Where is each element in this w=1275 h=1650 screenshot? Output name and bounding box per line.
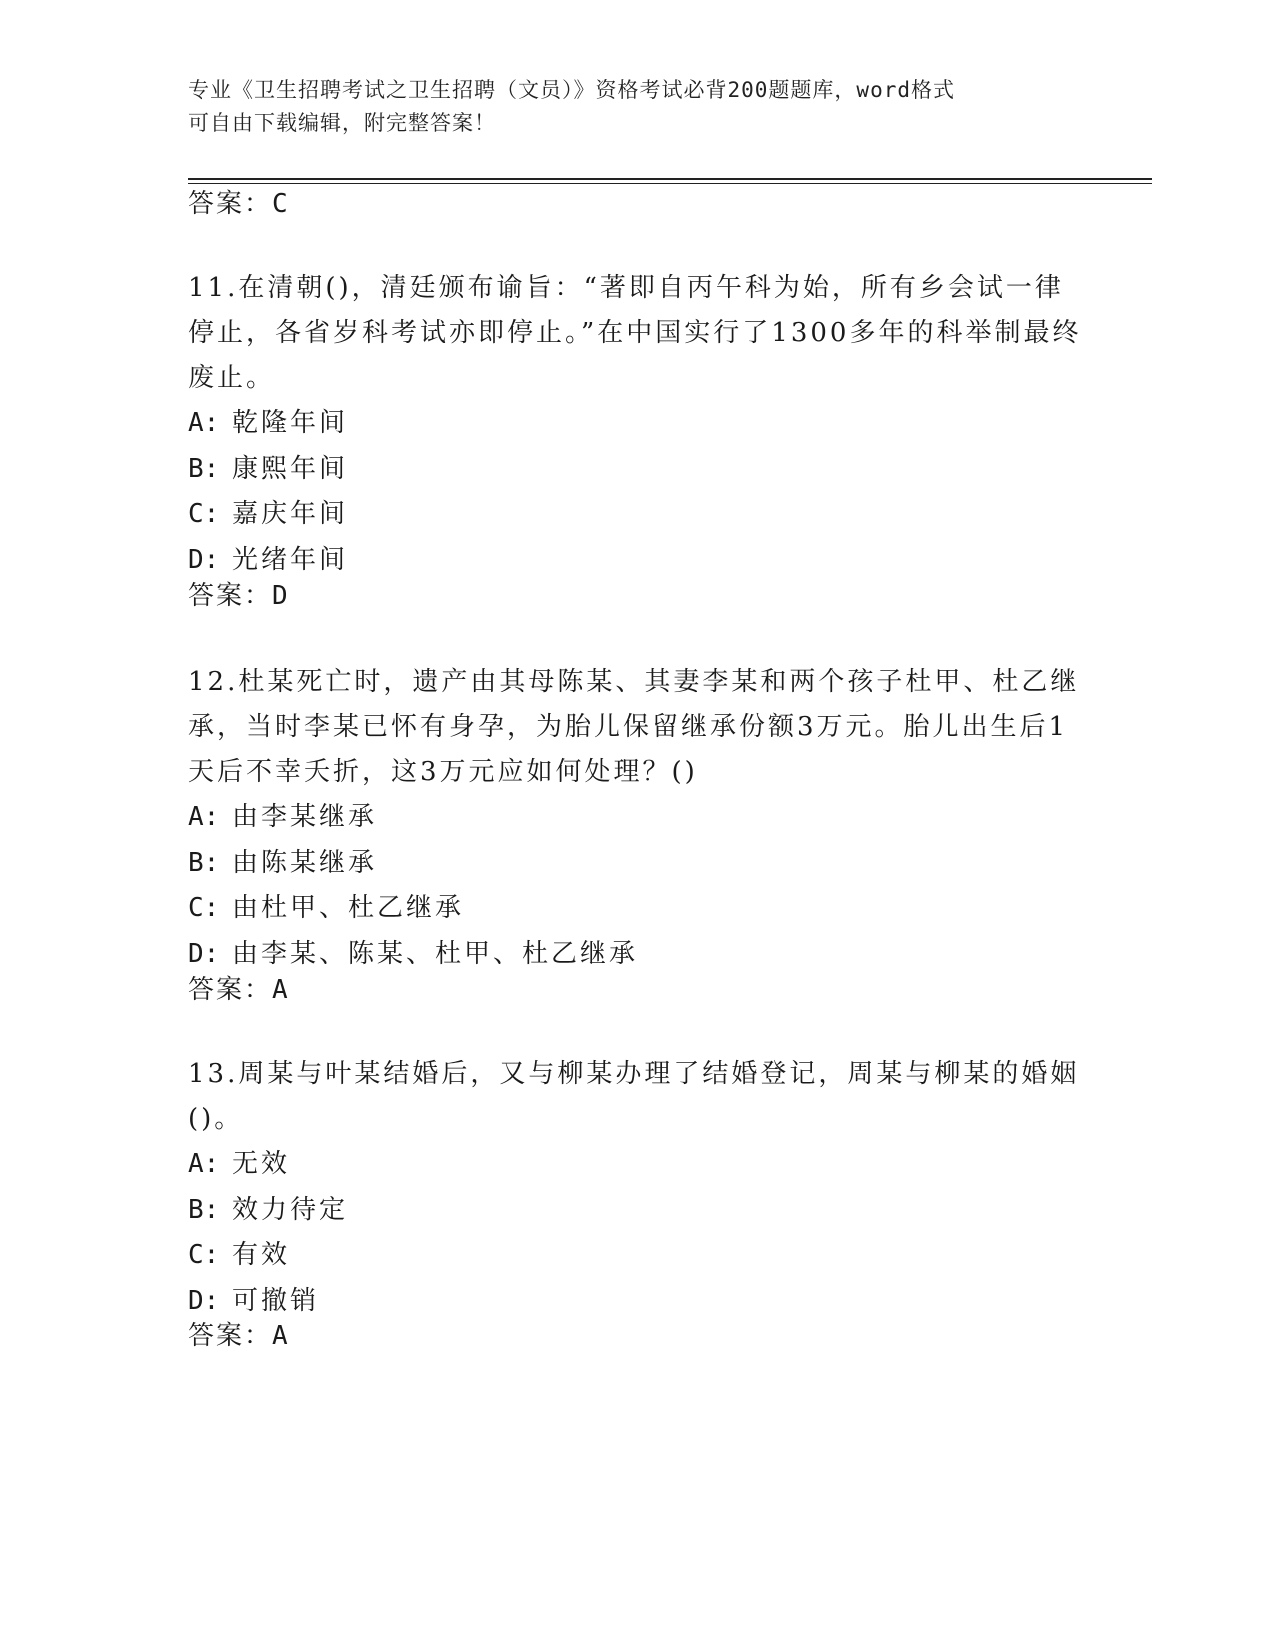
header-divider-thick [188,178,1152,180]
answer-value: A [272,1321,290,1351]
option-text: 由李某、陈某、杜甲、杜乙继承 [232,938,639,969]
option-b [188,841,1088,887]
option-key: C: [188,499,220,529]
question-13-answer [188,1318,290,1354]
question-12-answer [188,972,290,1008]
option-d [188,538,1088,584]
question-13 [188,1052,1088,1324]
option-key: A: [188,1149,220,1179]
answer-label: 答案： [188,1321,273,1351]
option-text: 可撤销 [232,1285,320,1316]
answer-label: 答案： [188,581,273,611]
option-key: B: [188,1194,220,1225]
option-text: 无效 [232,1149,291,1179]
option-key: B: [188,453,220,484]
option-d [188,1279,1088,1325]
option-key: D: [188,1285,220,1316]
option-key: C: [188,893,220,923]
question-text: 11.在清朝()，清廷颁布谕旨：“著即自丙午科为始，所有乡会试一律停止，各省岁科考试亦即停止。”在中国实行了1300多年的科举制最终废止。 [188,273,1082,393]
answer-label: 答案： [188,189,273,219]
option-key: D: [188,544,220,575]
previous-answer [188,186,290,222]
question-text: 13.周某与叶某结婚后，又与柳某办理了结婚登记，周某与柳某的婚姻()。 [188,1059,1080,1134]
option-text: 康熙年间 [232,453,349,484]
option-text: 由杜甲、杜乙继承 [232,893,465,923]
option-key: B: [188,847,220,878]
question-12 [188,660,1088,977]
option-b [188,447,1088,493]
option-text: 由陈某继承 [232,847,378,878]
document-header [188,74,1068,140]
header-line-1: 专业《卫生招聘考试之卫生招聘（文员）》资格考试必背200题题库，word格式 [188,78,955,102]
option-text: 效力待定 [232,1194,349,1225]
option-a [188,401,1088,447]
option-text: 乾隆年间 [232,408,349,438]
option-text: 光绪年间 [232,544,349,575]
option-c [188,886,1088,932]
option-key: A: [188,408,220,438]
option-key: C: [188,1240,220,1270]
option-text: 由李某继承 [232,802,378,832]
option-text: 嘉庆年间 [232,499,349,529]
option-key: D: [188,938,220,969]
option-text: 有效 [232,1240,291,1270]
option-c [188,1233,1088,1279]
option-d [188,932,1088,978]
header-divider-thin [188,183,1152,184]
option-c [188,492,1088,538]
answer-value: A [272,975,290,1005]
header-line-2: 可自由下载编辑，附完整答案！ [188,111,496,135]
question-text: 12.杜某死亡时，遗产由其母陈某、其妻李某和两个孩子杜甲、杜乙继承，当时李某已怀有身孕，为胎儿保留继承份额3万元。胎儿出生后1天后不幸夭折，这3万元应如何处理？() [188,667,1080,787]
option-b [188,1188,1088,1234]
option-key: A: [188,802,220,832]
answer-value: D [272,581,290,611]
question-11-answer [188,578,290,614]
option-a [188,795,1088,841]
answer-label: 答案： [188,975,273,1005]
option-a [188,1142,1088,1188]
question-11 [188,266,1088,583]
answer-value: C [272,189,290,219]
